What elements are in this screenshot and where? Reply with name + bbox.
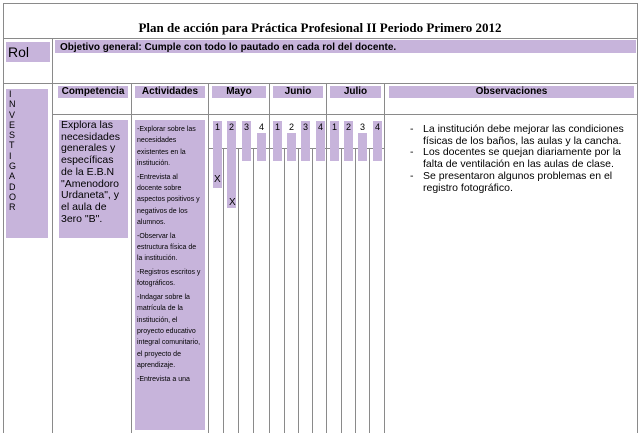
week-bar — [287, 133, 296, 161]
week-bar — [358, 133, 367, 161]
x-mark: X — [229, 197, 236, 208]
week-bar — [344, 133, 353, 161]
week-number: 2 — [288, 122, 294, 132]
header-mayo: Mayo — [212, 86, 266, 98]
week-number: 4 — [258, 122, 264, 132]
week-number: 1 — [214, 122, 220, 132]
rol-investigador: I N V E S T I G A D O R — [6, 89, 48, 238]
objetivo-general: Objetivo general: Cumple con todo lo pautado en cada rol del docente. — [60, 42, 397, 53]
observacion-item: - La institución debe mejorar las condiciones físicas de los baños, las aulas y la cancha. — [410, 123, 624, 147]
week-bar — [273, 133, 282, 161]
header-observaciones: Observaciones — [389, 86, 634, 98]
observaciones-list — [410, 124, 630, 194]
week-bar — [257, 133, 266, 161]
week-number: 1 — [274, 122, 280, 132]
header-actividades: Actividades — [135, 86, 205, 98]
week-number: 3 — [359, 122, 365, 132]
actividad-item: -Observar la estructura física de la institución. — [137, 232, 197, 263]
week-number: 1 — [331, 122, 337, 132]
actividades-list — [135, 120, 205, 430]
header-competencia: Competencia — [58, 86, 128, 98]
week-number: 4 — [374, 122, 380, 132]
competencia-text: Explora las necesidades generales y específicas de la E.B.N "Amenodoro Urdaneta", y el aula de 3ero "B". — [59, 120, 128, 238]
header-julio: Julio — [330, 86, 381, 98]
week-bar — [373, 133, 382, 161]
actividad-item: -Indagar sobre la matrícula de la institución, el proyecto educativo integral comunitario, el proyecto de aprendizaje. — [137, 293, 201, 370]
actividad-item: -Entrevista al docente sobre aspectos positivos y negativos de los alumnos. — [137, 173, 200, 227]
actividad-item: -Registros escritos y fotográficos. — [137, 268, 201, 288]
actividad-item: -Entrevista a una — [137, 375, 190, 383]
week-number: 2 — [228, 122, 234, 132]
rol-label: Rol — [6, 42, 50, 62]
x-mark: X — [214, 174, 221, 185]
week-number: 2 — [345, 122, 351, 132]
week-number: 3 — [302, 122, 308, 132]
week-bar — [330, 133, 339, 161]
actividad-item: -Explorar sobre las necesidades existentes en la institución. — [137, 126, 196, 168]
week-number: 4 — [317, 122, 323, 132]
observacion-item: - Se presentaron algunos problemas en el registro fotográfico. — [410, 169, 613, 194]
page-title: Plan de acción para Práctica Profesional II Periodo Primero 2012 — [138, 20, 502, 35]
week-bar — [301, 133, 310, 161]
week-number: 3 — [243, 122, 249, 132]
header-junio: Junio — [273, 86, 323, 98]
observacion-item: - Los docentes se quejan diariamente por la falta de ventilación en las aulas de clase. — [410, 146, 621, 171]
week-bar — [242, 133, 251, 161]
week-bar — [316, 133, 325, 161]
